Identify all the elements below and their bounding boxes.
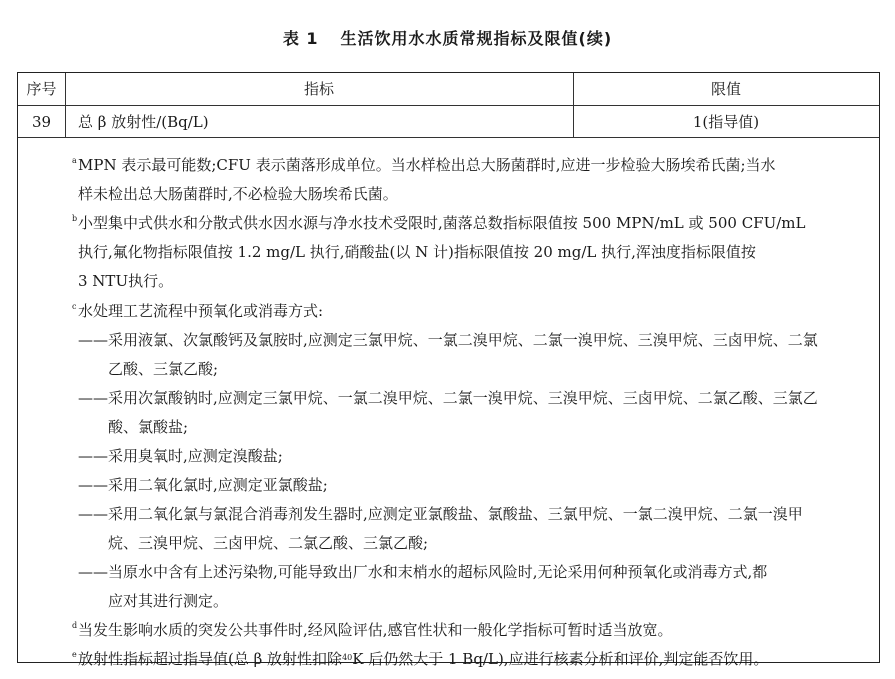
note-c-item-3: ——采用臭氧时,应测定溴酸盐; (78, 447, 283, 465)
note-e-after: K 后仍然大于 1 Bq/L),应进行核素分析和评价,判定能否饮用。 (352, 650, 769, 668)
note-e-line-1 (78, 645, 768, 674)
note-d-line-1: 当发生影响水质的突发公共事件时,经风险评估,感官性状和一般化学指标可暂时适当放宽。 (78, 621, 673, 639)
note-a-mark: a (72, 156, 77, 165)
note-c-item-6-line-2: 应对其进行测定。 (108, 592, 229, 610)
table-frame (17, 72, 880, 668)
note-a-line-1: MPN 表示最可能数;CFU 表示菌落形成单位。当水样检出总大肠菌群时,应进一步检验大肠埃希氏菌;当水 (78, 156, 776, 174)
table-caption: 生活饮用水水质常规指标及限值(续) (340, 29, 613, 48)
note-d-mark: d (72, 621, 78, 630)
header-indicator: 指标 (303, 80, 334, 98)
note-a-line-2: 样未检出总大肠菌群时,不必检验大肠埃希氏菌。 (78, 185, 398, 203)
table-title (0, 26, 895, 49)
note-c-item-1-line-1: ——采用液氯、次氯酸钙及氯胺时,应测定三氯甲烷、一氯二溴甲烷、二氯一溴甲烷、三溴甲烷、三卤甲烷、二氯 (78, 331, 818, 349)
note-c-item-6-line-1: ——当原水中含有上述污染物,可能导致出厂水和末梢水的超标风险时,无论采用何种预氧化或消毒方式,都 (78, 563, 768, 581)
row-divider (18, 137, 879, 138)
note-b-line-3: 3 NTU执行。 (78, 272, 174, 290)
note-c-mark: c (72, 302, 77, 311)
note-b-line-1: 小型集中式供水和分散式供水因水源与净水技术受限时,菌落总数指标限值按 500 MPN/mL 或 500 CFU/mL (78, 214, 806, 232)
note-c-item-1-line-2: 乙酸、三氯乙酸; (108, 360, 219, 378)
note-c-item-5-line-2: 烷、三溴甲烷、三卤甲烷、二氯乙酸、三氯乙酸; (108, 534, 429, 552)
table-number: 表 1 (282, 29, 319, 48)
row-no: 39 (31, 113, 52, 131)
row-limit: 1(指导值) (692, 113, 760, 131)
note-e-before: 放射性指标超过指导值(总 β 放射性扣除 (78, 650, 343, 668)
note-e-mark: e (72, 650, 77, 659)
note-c-intro: 水处理工艺流程中预氧化或消毒方式: (78, 302, 324, 320)
header-no: 序号 (26, 80, 57, 98)
note-c-item-4: ——采用二氧化氯时,应测定亚氯酸盐; (78, 476, 328, 494)
header-divider (18, 105, 879, 106)
note-c-item-2-line-1: ——采用次氯酸钠时,应测定三氯甲烷、一氯二溴甲烷、二氯一溴甲烷、三溴甲烷、三卤甲烷、二氯乙酸、三氯乙 (78, 389, 818, 407)
header-limit: 限值 (710, 80, 741, 98)
note-c-item-2-line-2: 酸、氯酸盐; (108, 418, 189, 436)
note-b-mark: b (72, 214, 78, 223)
row-indicator: 总 β 放射性/(Bq/L) (78, 113, 209, 131)
note-e-superscript: 40 (342, 653, 353, 662)
note-b-line-2: 执行,氟化物指标限值按 1.2 mg/L 执行,硝酸盐(以 N 计)指标限值按 20 mg/L 执行,浑浊度指标限值按 (78, 243, 756, 261)
note-c-item-5-line-1: ——采用二氧化氯与氯混合消毒剂发生器时,应测定亚氯酸盐、氯酸盐、三氯甲烷、一氯二溴甲烷、二氯一溴甲 (78, 505, 803, 523)
